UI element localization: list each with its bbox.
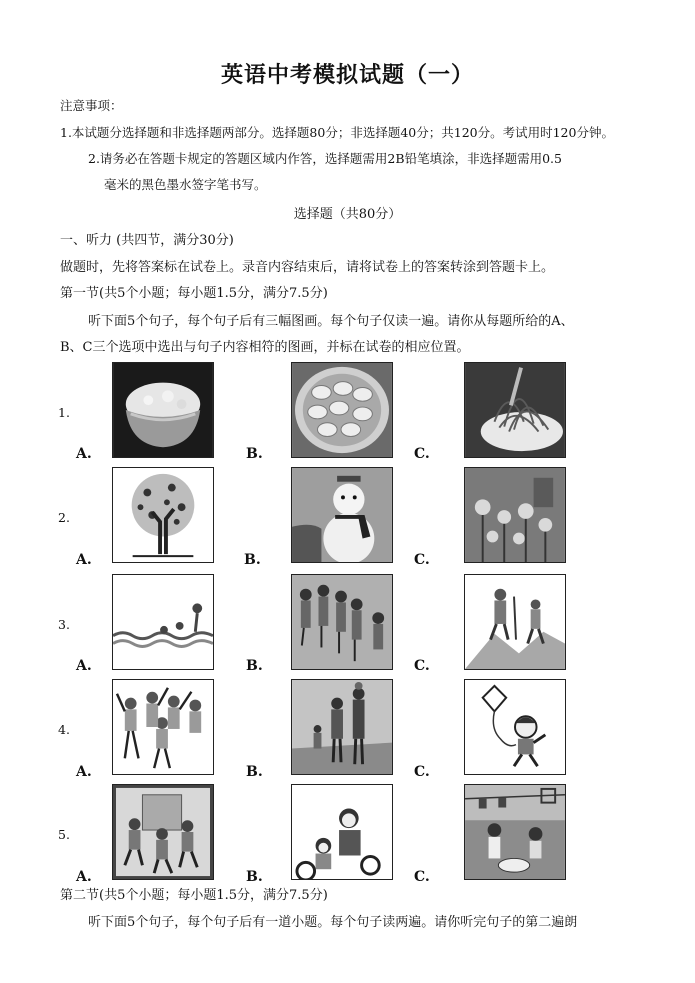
picture-family-riding[interactable] xyxy=(291,784,393,880)
question-number: 5. xyxy=(58,827,70,842)
picture-kids-doing-laundry[interactable] xyxy=(464,784,566,880)
option-label: B. xyxy=(246,764,263,780)
option-label: C. xyxy=(414,552,430,568)
dancing-image xyxy=(113,785,213,879)
option-label: A. xyxy=(76,446,92,462)
option-label: A. xyxy=(76,869,92,885)
option-label: A. xyxy=(76,764,92,780)
option-label: A. xyxy=(76,658,92,674)
picture-family-walking[interactable] xyxy=(291,679,393,775)
question-number: 2. xyxy=(58,510,70,525)
picture-boy-flying-kite[interactable] xyxy=(464,679,566,775)
part2-instruction-line-1: 听下面5个句子，每个句子后有一道小题。每个句子读两遍。请你听完句子的第二遍朗 xyxy=(88,915,578,930)
bowl-of-rice-image xyxy=(113,363,213,457)
part1-instruction-line-1: 听下面5个句子，每个句子后有三幅图画。每个句子仅读一遍。请你从每题所给的A、 xyxy=(88,314,574,329)
family-walking-image xyxy=(292,680,392,774)
section-choice-heading: 选择题（共80分） xyxy=(293,207,402,222)
option-label: B. xyxy=(246,869,263,885)
mountain-climbing-image xyxy=(465,575,565,669)
spring-flowers-image xyxy=(465,468,565,562)
exercising-image xyxy=(113,680,213,774)
noodles-image xyxy=(465,363,565,457)
page-title: 英语中考模拟试题（一） xyxy=(220,62,474,88)
question-number: 4. xyxy=(58,722,70,737)
option-label: C. xyxy=(414,869,430,885)
picture-mountain-climbing[interactable] xyxy=(464,574,566,670)
picture-swimming-in-river[interactable] xyxy=(112,574,214,670)
option-label: A. xyxy=(76,552,92,568)
option-label: C. xyxy=(414,446,430,462)
part1-instruction-line-2: B、C三个选项中选出与句子内容相符的图画，并标在试卷的相应位置。 xyxy=(60,340,470,355)
notice-item-1: 1.本试题分选择题和非选择题两部分。选择题80分；非选择题40分；共120分。考试用时120分钟。 xyxy=(60,125,614,140)
option-label: C. xyxy=(414,764,430,780)
picture-spring-flowers[interactable] xyxy=(464,467,566,563)
notice-item-2-line-2: 毫米的黑色墨水签字笔书写。 xyxy=(104,177,267,192)
picture-bowl-of-rice[interactable] xyxy=(112,362,214,458)
option-label: B. xyxy=(246,446,263,462)
option-label: B. xyxy=(244,552,261,568)
children-group-image xyxy=(292,575,392,669)
snowman-image xyxy=(292,468,392,562)
picture-children-dancing[interactable] xyxy=(112,784,214,880)
picture-snowman[interactable] xyxy=(291,467,393,563)
swimming-image xyxy=(113,575,213,669)
option-label: C. xyxy=(414,658,430,674)
kite-image xyxy=(465,680,565,774)
autumn-tree-image xyxy=(113,468,213,562)
picture-plate-of-noodles[interactable] xyxy=(464,362,566,458)
question-number: 3. xyxy=(58,617,70,632)
picture-people-exercising[interactable] xyxy=(112,679,214,775)
picture-children-group[interactable] xyxy=(291,574,393,670)
listening-heading: 一、听力 (共四节，满分30分) xyxy=(60,233,234,248)
notice-item-2-line-1: 2.请务必在答题卡规定的答题区域内作答，选择题需用2B铅笔填涂，非选择题需用0.5 xyxy=(88,151,562,166)
picture-autumn-tree[interactable] xyxy=(112,467,214,563)
notice-heading: 注意事项： xyxy=(60,98,123,113)
picture-plate-of-dumplings[interactable] xyxy=(291,362,393,458)
dumplings-image xyxy=(292,363,392,457)
option-label: B. xyxy=(246,658,263,674)
part2-heading: 第二节(共5个小题；每小题1.5分，满分7.5分) xyxy=(60,888,328,903)
question-number: 1. xyxy=(58,405,70,420)
listening-instruction: 做题时，先将答案标在试卷上。录音内容结束后，请将试卷上的答案转涂到答题卡上。 xyxy=(60,260,555,275)
family-riding-image xyxy=(292,785,392,879)
laundry-image xyxy=(465,785,565,879)
part1-heading: 第一节(共5个小题；每小题1.5分，满分7.5分) xyxy=(60,286,328,301)
